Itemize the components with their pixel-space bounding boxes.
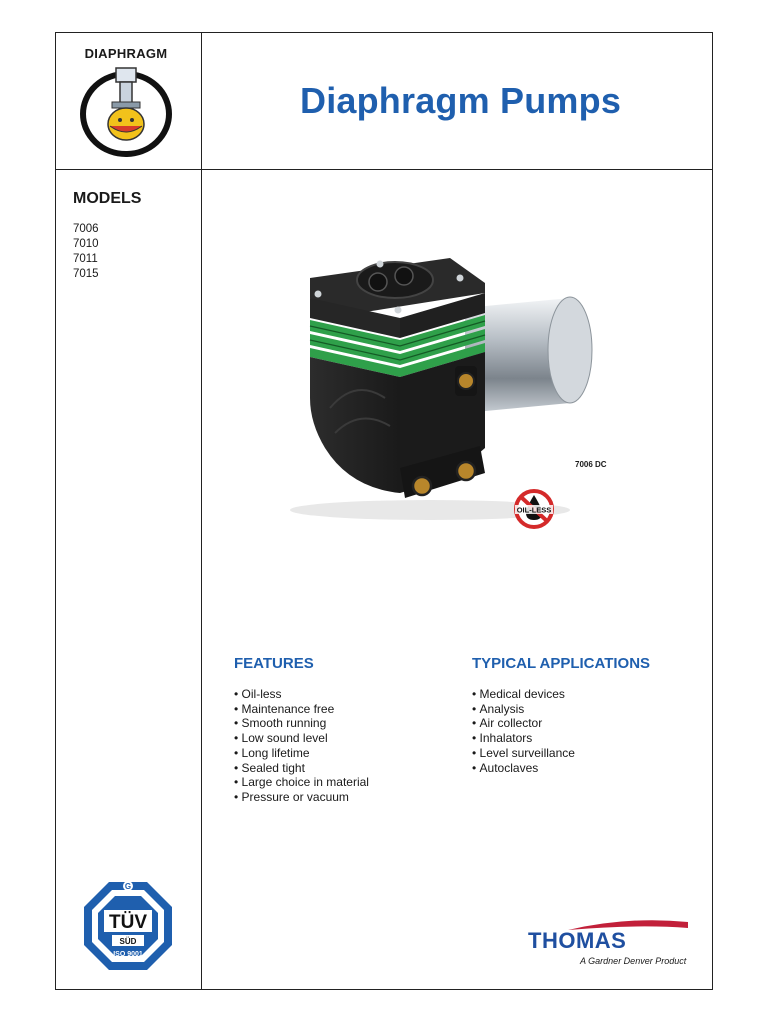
feature-item: • Sealed tight: [234, 761, 369, 776]
brand-tagline: A Gardner Denver Product: [580, 956, 687, 966]
applications-list: [472, 687, 575, 775]
oil-less-badge: [512, 488, 556, 530]
tuv-iso-certification-logo: [82, 880, 174, 972]
header-divider: [55, 169, 713, 170]
svg-text:G: G: [124, 882, 132, 891]
tuv-sub-text: SÜD: [119, 937, 137, 946]
application-item: • Analysis: [472, 702, 575, 717]
models-heading: MODELS: [73, 190, 142, 207]
application-item: • Level surveillance: [472, 746, 575, 761]
column-divider: [201, 32, 202, 990]
application-item: • Medical devices: [472, 687, 575, 702]
tuv-mark-text: TÜV: [109, 912, 147, 933]
brand-name: THOMAS: [528, 928, 627, 953]
model-item: 7006: [73, 223, 99, 235]
features-heading: FEATURES: [234, 655, 314, 672]
model-item: 7011: [73, 253, 98, 265]
model-item: 7015: [73, 268, 99, 280]
diaphragm-logo: [70, 46, 182, 158]
feature-item: • Smooth running: [234, 716, 369, 731]
page-title: Diaphragm Pumps: [300, 80, 622, 121]
product-caption: 7006 DC: [575, 460, 607, 469]
features-list: [234, 687, 369, 805]
applications-heading: TYPICAL APPLICATIONS: [472, 655, 651, 672]
application-item: • Inhalators: [472, 731, 575, 746]
feature-item: • Large choice in material: [234, 775, 369, 790]
feature-item: • Low sound level: [234, 731, 369, 746]
feature-item: • Pressure or vacuum: [234, 790, 369, 805]
logo-label: DIAPHRAGM: [84, 46, 168, 61]
application-item: • Autoclaves: [472, 761, 575, 776]
feature-item: • Maintenance free: [234, 702, 369, 717]
application-item: • Air collector: [472, 716, 575, 731]
iso-standard-text: ISO 9001: [113, 951, 143, 958]
feature-item: • Long lifetime: [234, 746, 369, 761]
model-item: 7010: [73, 238, 99, 250]
oil-less-badge-text: OIL-LESS: [516, 505, 552, 515]
diaphragm-pump-icon: [70, 62, 182, 158]
models-list: [73, 222, 99, 282]
feature-item: • Oil-less: [234, 687, 369, 702]
pump-product-image: [280, 248, 610, 528]
